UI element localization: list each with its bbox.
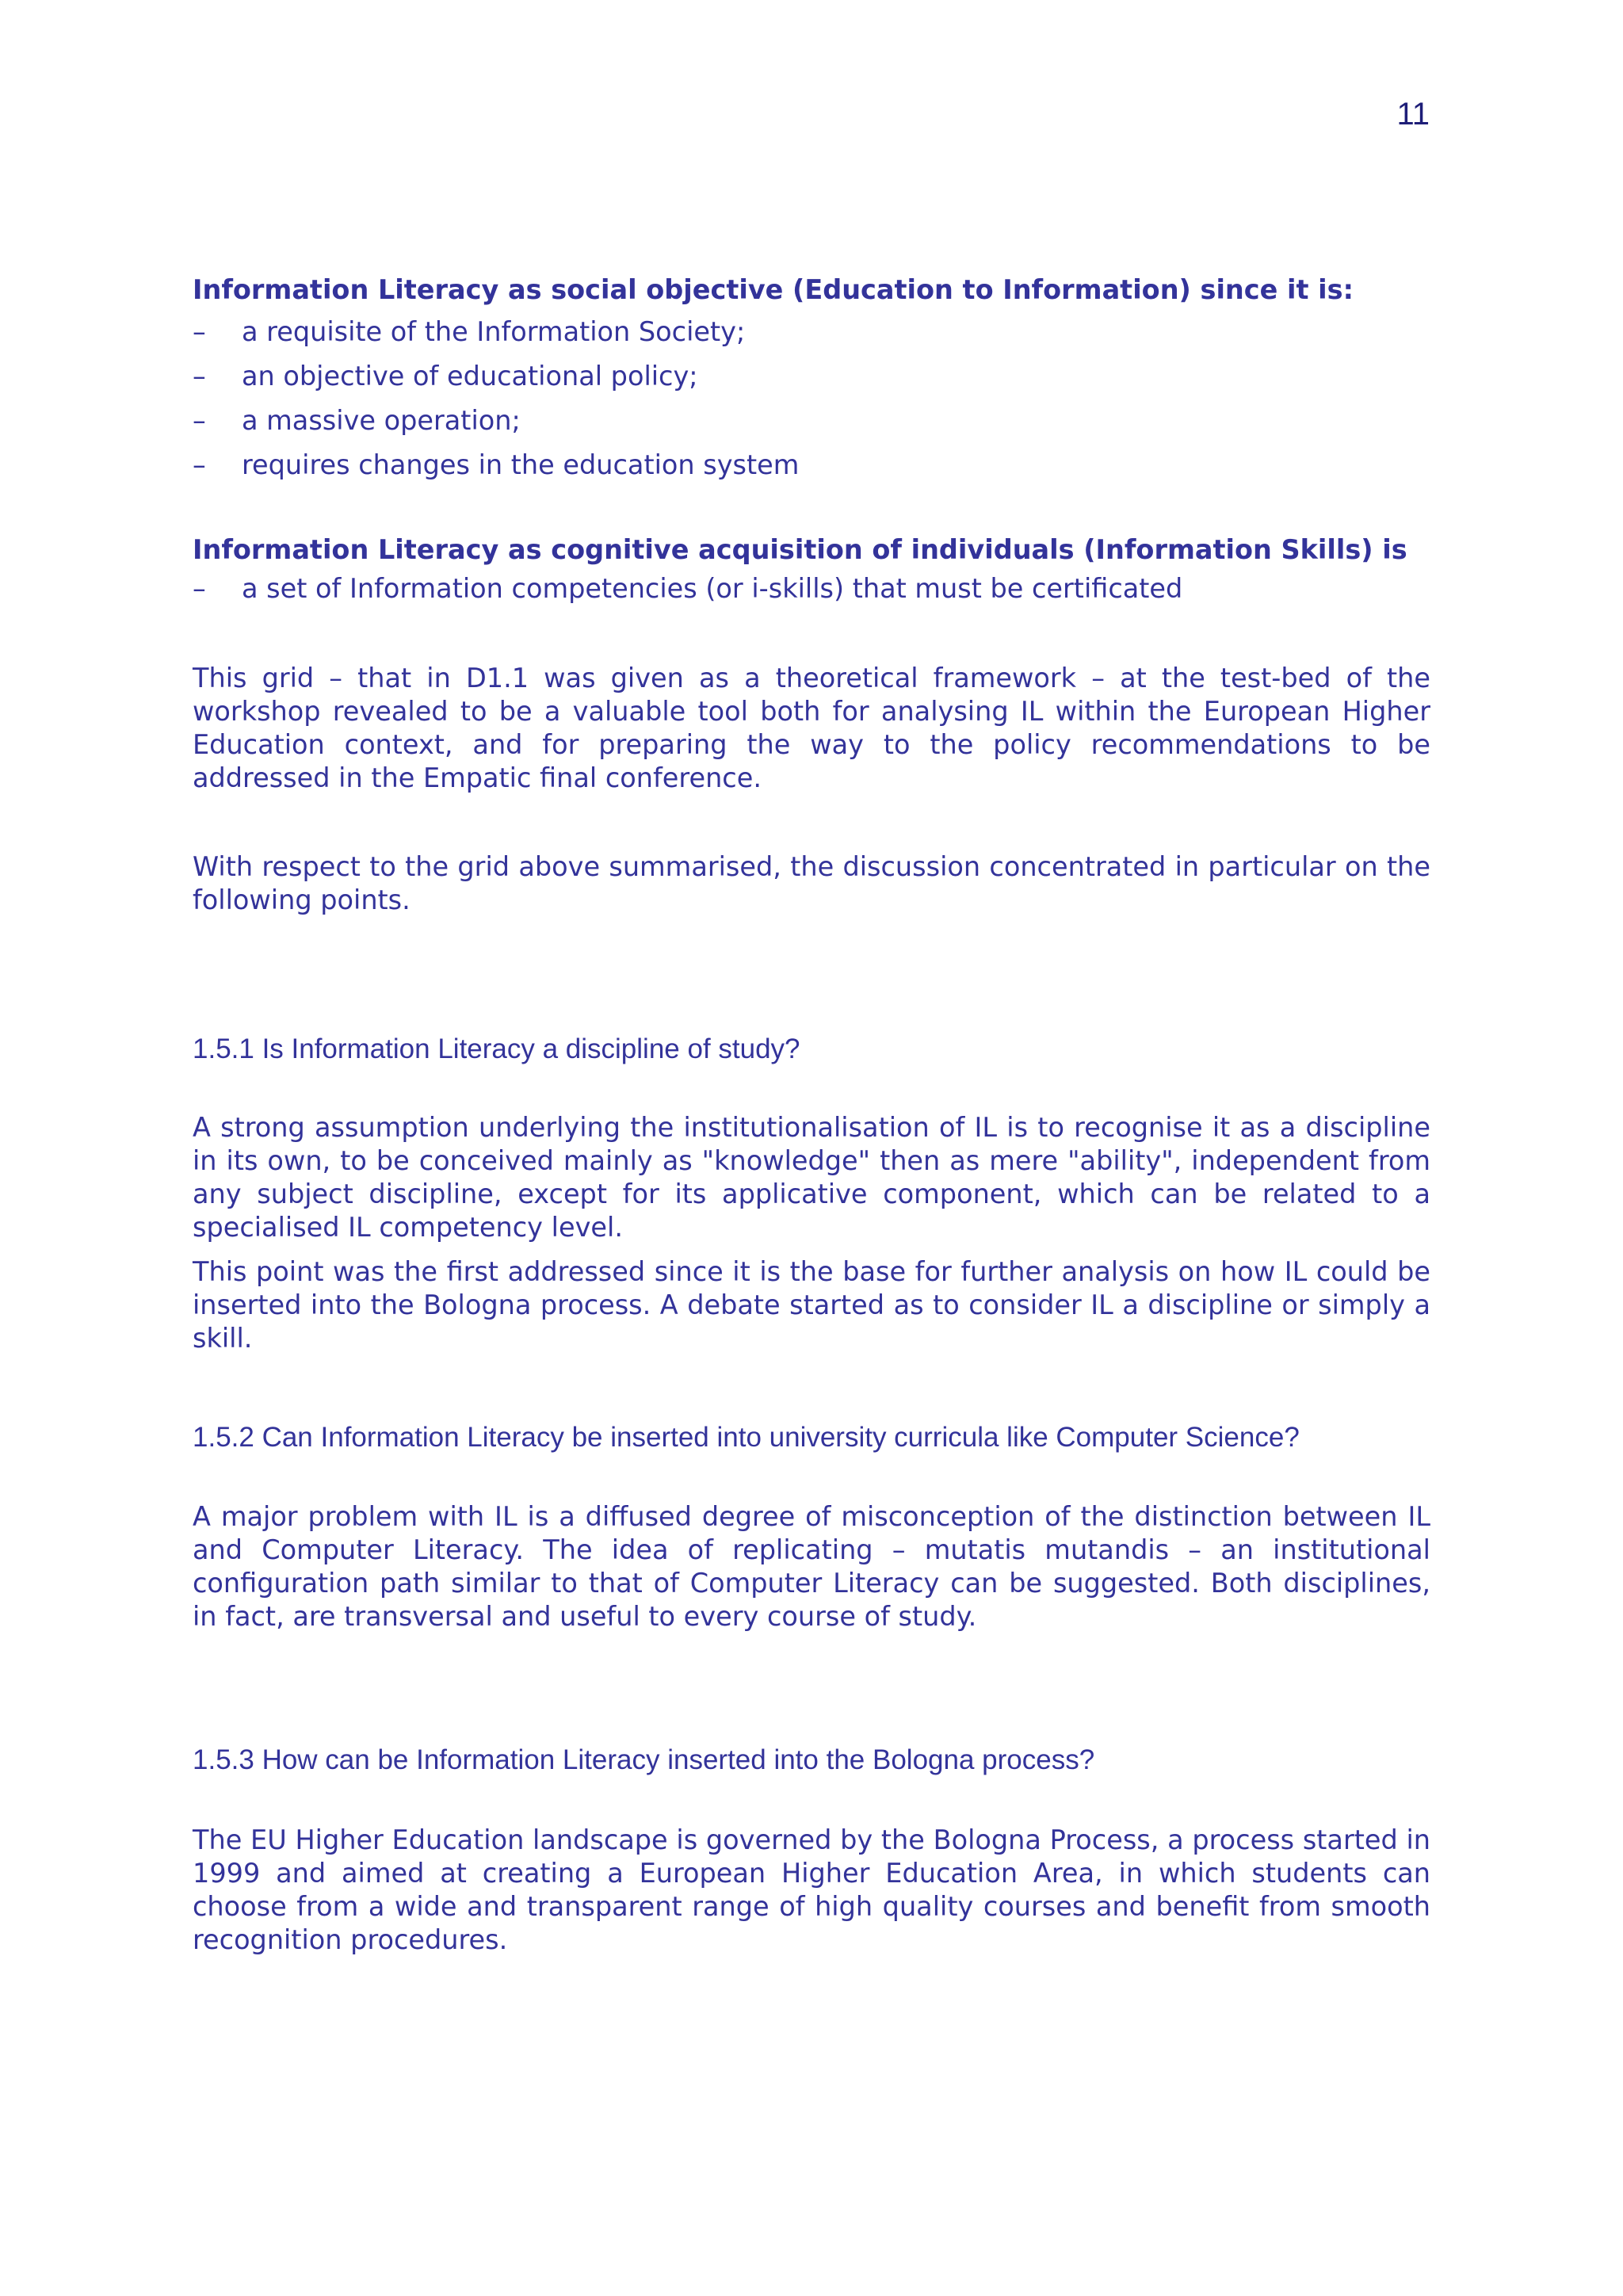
cognitive-acquisition-list: [193, 567, 1430, 611]
grid-paragraph: This grid – that in D1.1 was given as a theoretical framework – at the test-bed of the workshop revealed to be a valuable tool both for analysing IL within the European Higher Education context, and for preparing the way to the policy recommendations to be addressed in the Empatic final conference.: [193, 663, 1430, 793]
social-objective-list: [193, 310, 1430, 487]
discussion-paragraph: With respect to the grid above summarised, the discussion concentrated in particular on the following points.: [193, 851, 1430, 915]
list-item-text: an objective of educational policy;: [242, 361, 698, 392]
section-1-5-2-paragraph: A major problem with IL is a diffused degree of misconception of the distinction between IL and Computer Literacy. The idea of replicating – mutatis mutandis – an institutional configuration path similar to that of Computer Literacy can be suggested. Both disciplines, in fact, are transversal and useful to every course of study.: [193, 1501, 1430, 1632]
list-item: [193, 567, 1430, 611]
cognitive-acquisition-heading: Information Literacy as cognitive acquisition of individuals (Information Skills) is: [193, 534, 1407, 565]
list-item: [193, 310, 1430, 354]
page-content: [193, 273, 1430, 1957]
dash-bullet-icon: –: [193, 573, 206, 604]
dash-bullet-icon: –: [193, 449, 206, 480]
section-heading-1-5-3: 1.5.3 How can be Information Literacy inserted into the Bologna process?: [193, 1744, 1095, 1775]
page-number: 11: [1396, 97, 1430, 132]
section-1-5-1-paragraph-2: This point was the first addressed since it is the base for further analysis on how IL could be inserted into the Bologna process. A debate started as to consider IL a discipline or simply a skill.: [193, 1256, 1430, 1354]
dash-bullet-icon: –: [193, 405, 206, 436]
section-heading-1-5-2: 1.5.2 Can Information Literacy be inserted into university curricula like Computer Science?: [193, 1422, 1300, 1453]
dash-bullet-icon: –: [193, 361, 206, 392]
list-item-text: requires changes in the education system: [242, 449, 800, 480]
social-objective-heading: Information Literacy as social objective (Education to Information) since it is:: [193, 274, 1354, 305]
section-heading-1-5-1: 1.5.1 Is Information Literacy a discipline of study?: [193, 1033, 800, 1064]
list-item-text: a requisite of the Information Society;: [242, 316, 746, 347]
section-1-5-1-paragraph-1: A strong assumption underlying the institutionalisation of IL is to recognise it as a discipline in its own, to be conceived mainly as "knowledge" then as mere "ability", independent from any subject discipline, except for its applicative component, which can be related to a specialised IL competency level.: [193, 1112, 1430, 1243]
section-1-5-3-paragraph: The EU Higher Education landscape is governed by the Bologna Process, a process started in 1999 and aimed at creating a European Higher Education Area, in which students can choose from a wide and transparent range of high quality courses and benefit from smooth recognition procedures.: [193, 1824, 1430, 1955]
list-item-text: a massive operation;: [242, 405, 521, 436]
list-item: [193, 399, 1430, 443]
list-item: [193, 443, 1430, 487]
list-item-text: a set of Information competencies (or i-skills) that must be certificated: [242, 573, 1183, 604]
list-item: [193, 354, 1430, 399]
dash-bullet-icon: –: [193, 316, 206, 347]
